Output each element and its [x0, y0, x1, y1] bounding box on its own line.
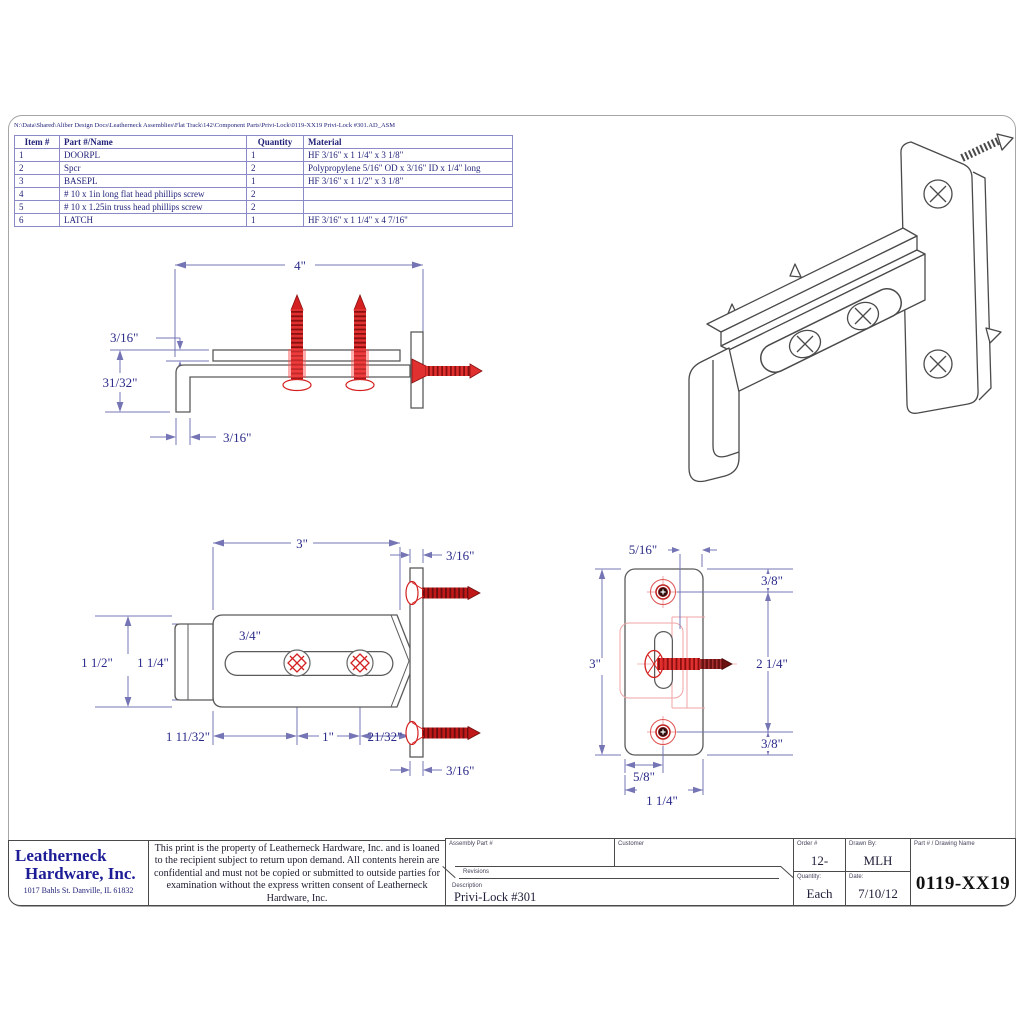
col-header-item: Item #	[15, 136, 60, 149]
dim-plan-hole1: 1 11/32"	[165, 729, 211, 744]
table-row	[15, 175, 513, 188]
customer-cell	[614, 838, 794, 867]
table-row	[15, 201, 513, 214]
dim-plan-base-width: 1 1/2"	[81, 655, 113, 670]
cell-qty: 2	[247, 201, 304, 214]
dim-plan-base-thickness-top: 3/16"	[446, 548, 475, 563]
dim-side-leg-thickness: 3/16"	[223, 430, 252, 445]
company-address: 1017 Bahls St. Danville, IL 61832	[23, 886, 134, 895]
cell-material: HF 3/16" x 1 1/4" x 4 7/16"	[304, 214, 513, 227]
dim-plan-slot-offset: 3/4"	[239, 628, 261, 643]
slot-screw-1	[284, 650, 310, 676]
cell-name: BASEPL	[60, 175, 247, 188]
description-label: Description	[452, 883, 483, 889]
dim-front-hole-x: 5/8"	[633, 769, 655, 784]
part-number-value: 0119-XX19	[915, 873, 1011, 894]
dim-front-hole-top: 3/8"	[761, 573, 783, 588]
col-header-material: Material	[304, 136, 513, 149]
revisions-strip	[445, 866, 794, 879]
dim-side-width: 4"	[294, 258, 306, 273]
date-label: Date:	[849, 874, 864, 880]
iso-plate-screw-top	[924, 180, 952, 208]
table-row	[15, 188, 513, 201]
dim-plan-hole2: 21/32"	[367, 729, 403, 744]
cell-qty: 1	[247, 214, 304, 227]
description-value: Privi-Lock #301	[454, 890, 537, 904]
table-row	[15, 162, 513, 175]
iso-mount-screw-top	[962, 134, 1013, 158]
assembly-part-cell	[445, 838, 615, 867]
drawn-by-cell	[845, 838, 911, 872]
order-label: Order #	[797, 841, 818, 847]
cell-qty: 1	[247, 149, 304, 162]
company-block	[8, 840, 149, 906]
cell-qty: 2	[247, 188, 304, 201]
quantity-value: Each	[806, 886, 833, 901]
cell-name: # 10 x 1in long flat head phillips screw	[60, 188, 247, 201]
revisions-label: Revisions	[463, 869, 490, 875]
drawn-by-value: MLH	[863, 853, 893, 868]
dim-side-plate-thickness: 3/16"	[110, 330, 139, 345]
drawn-by-label: Drawn By:	[849, 841, 877, 847]
dim-plan-base-thickness-bottom: 3/16"	[446, 763, 475, 778]
company-name-line2: Hardware, Inc.	[25, 864, 136, 883]
cell-material: Polypropylene 5/16" OD x 3/16" ID x 1/4" long	[304, 162, 513, 175]
cell-name: Spcr	[60, 162, 247, 175]
cell-name: # 10 x 1.25in truss head phillips screw	[60, 201, 247, 214]
customer-label: Customer	[618, 841, 645, 847]
cell-material	[304, 188, 513, 201]
date-value: 7/10/12	[858, 886, 898, 901]
cell-item: 3	[15, 175, 60, 188]
cell-material: HF 3/16" x 1 1/2" x 3 1/8"	[304, 175, 513, 188]
quantity-label: Quantity:	[797, 874, 822, 880]
dim-plan-length: 3"	[296, 536, 308, 551]
file-path: N:\Data\Shared\Aliber Design Docs\Leatherneck Assemblies\Flat Track\142\Component Parts\Privi-Lock\0119-XX19 Privi-Lock #301.AD_ASM	[14, 122, 396, 129]
table-row	[15, 149, 513, 162]
confidentiality-text: This print is the property of Leatherneck Hardware, Inc. and is loaned to the recipient subject to return upon demand. All contents herein are confidential and must not be copied or submitted to outside parties for examination without the express written consent of Leatherneck Hardware, Inc.	[153, 843, 441, 904]
company-name-line1: Leatherneck	[15, 846, 107, 865]
order-cell	[793, 838, 846, 872]
plan-view-drawing	[60, 530, 500, 820]
cell-item: 2	[15, 162, 60, 175]
order-value: 12-	[810, 853, 829, 868]
dim-front-height: 3"	[589, 656, 601, 671]
table-row	[15, 214, 513, 227]
side-view-drawing	[80, 245, 500, 480]
cell-item: 4	[15, 188, 60, 201]
part-number-cell	[910, 838, 1016, 906]
slot-screw-2	[347, 650, 373, 676]
dim-plan-hole-spacing: 1"	[322, 729, 334, 744]
cell-item: 6	[15, 214, 60, 227]
assembly-part-label: Assembly Part #	[449, 841, 493, 847]
col-header-name: Part #/Name	[60, 136, 247, 149]
cell-material	[304, 201, 513, 214]
front-view-drawing	[565, 525, 895, 815]
cell-name: LATCH	[60, 214, 247, 227]
cell-name: DOORPL	[60, 149, 247, 162]
dim-plan-door-width: 1 1/4"	[137, 655, 169, 670]
iso-plate-screw-bottom	[924, 350, 952, 378]
cell-material: HF 3/16" x 1 1/4" x 3 1/8"	[304, 149, 513, 162]
cell-item: 5	[15, 201, 60, 214]
col-header-qty: Quantity	[247, 136, 304, 149]
isometric-view-drawing	[655, 112, 1020, 512]
cell-item: 1	[15, 149, 60, 162]
dim-front-hole-bottom: 3/8"	[761, 736, 783, 751]
dim-front-slot-offset: 5/16"	[628, 542, 658, 557]
part-number-label: Part # / Drawing Name	[914, 841, 975, 847]
dim-front-width: 1 1/4"	[646, 793, 678, 808]
dim-side-height: 31/32"	[102, 375, 138, 390]
cell-qty: 2	[247, 162, 304, 175]
table-header-row	[15, 136, 513, 149]
date-cell	[845, 871, 911, 906]
doorpl-plan	[175, 624, 213, 700]
doorpl-side	[213, 350, 400, 361]
iso-hook	[689, 348, 739, 481]
parts-table	[14, 135, 513, 227]
dim-front-hole-span: 2 1/4"	[756, 656, 788, 671]
confidentiality-block	[148, 840, 446, 906]
cell-qty: 1	[247, 175, 304, 188]
quantity-cell	[793, 871, 846, 906]
